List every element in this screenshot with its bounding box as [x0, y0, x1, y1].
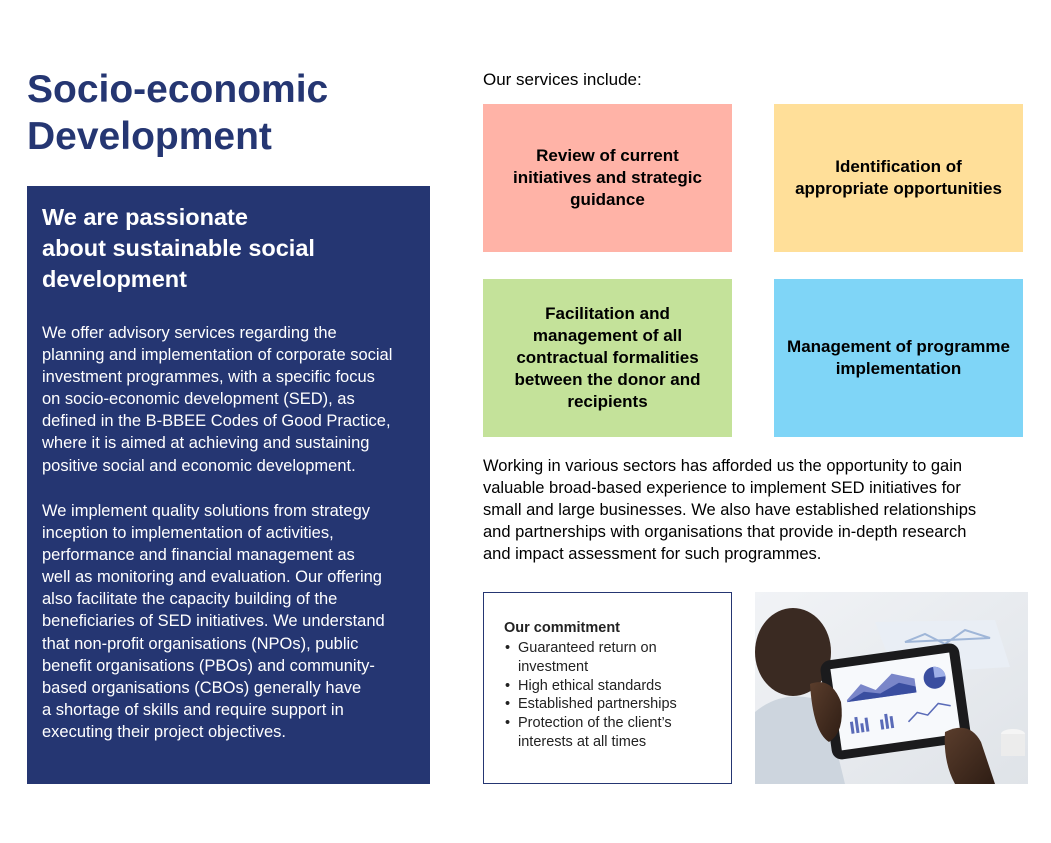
service-card-management: Management of programme implementation [774, 279, 1023, 437]
commitment-item: • Established partnerships [504, 695, 719, 714]
commitment-item: • Protection of the client’s interests at all times [504, 714, 719, 752]
tablet-photo [755, 592, 1028, 784]
commitment-heading: Our commitment [504, 620, 621, 636]
commitment-list [504, 639, 719, 752]
service-card-identification: Identification of appropriate opportunities [774, 104, 1023, 252]
services-intro: Our services include: [483, 70, 642, 89]
commitment-item: • Guaranteed return on investment [504, 639, 719, 677]
page-title: Socio-economic Development [27, 68, 329, 158]
service-card-facilitation: Facilitation and management of all contractual formalities between the donor and recipients [483, 279, 732, 437]
service-card-review: Review of current initiatives and strategic guidance [483, 104, 732, 252]
panel-heading: We are passionate about sustainable social development [42, 204, 315, 292]
commitment-item: • High ethical standards [504, 677, 719, 696]
panel-paragraph-solutions: We implement quality solutions from strategy inception to implementation of activities, performance and financial management as well as monitoring and evaluation. Our offering also facilitate the capacity building of the beneficiaries of SED initiatives. We understand that non-profit organisations (NPOs), public benefit organisations (PBOs) and community- based organisations (CBOs) generally have a shortage of skills and require support in executing their project objectives. [42, 502, 385, 741]
sectors-paragraph: Working in various sectors has afforded us the opportunity to gain valuable broad-based experience to implement SED initiatives for small and large businesses. We also have established relationships and partnerships with organisations that provide in-depth research and impact assessment for such programmes. [483, 457, 977, 564]
intro-panel [27, 186, 430, 784]
panel-paragraph-advisory: We offer advisory services regarding the planning and implementation of corporate social investment programmes, with a specific focus on socio-economic development (SED), as defined in the B-BBEE Codes of Good Practice, where it is aimed at achieving and sustaining positive social and economic development. [42, 324, 393, 475]
commitment-box [483, 592, 732, 784]
